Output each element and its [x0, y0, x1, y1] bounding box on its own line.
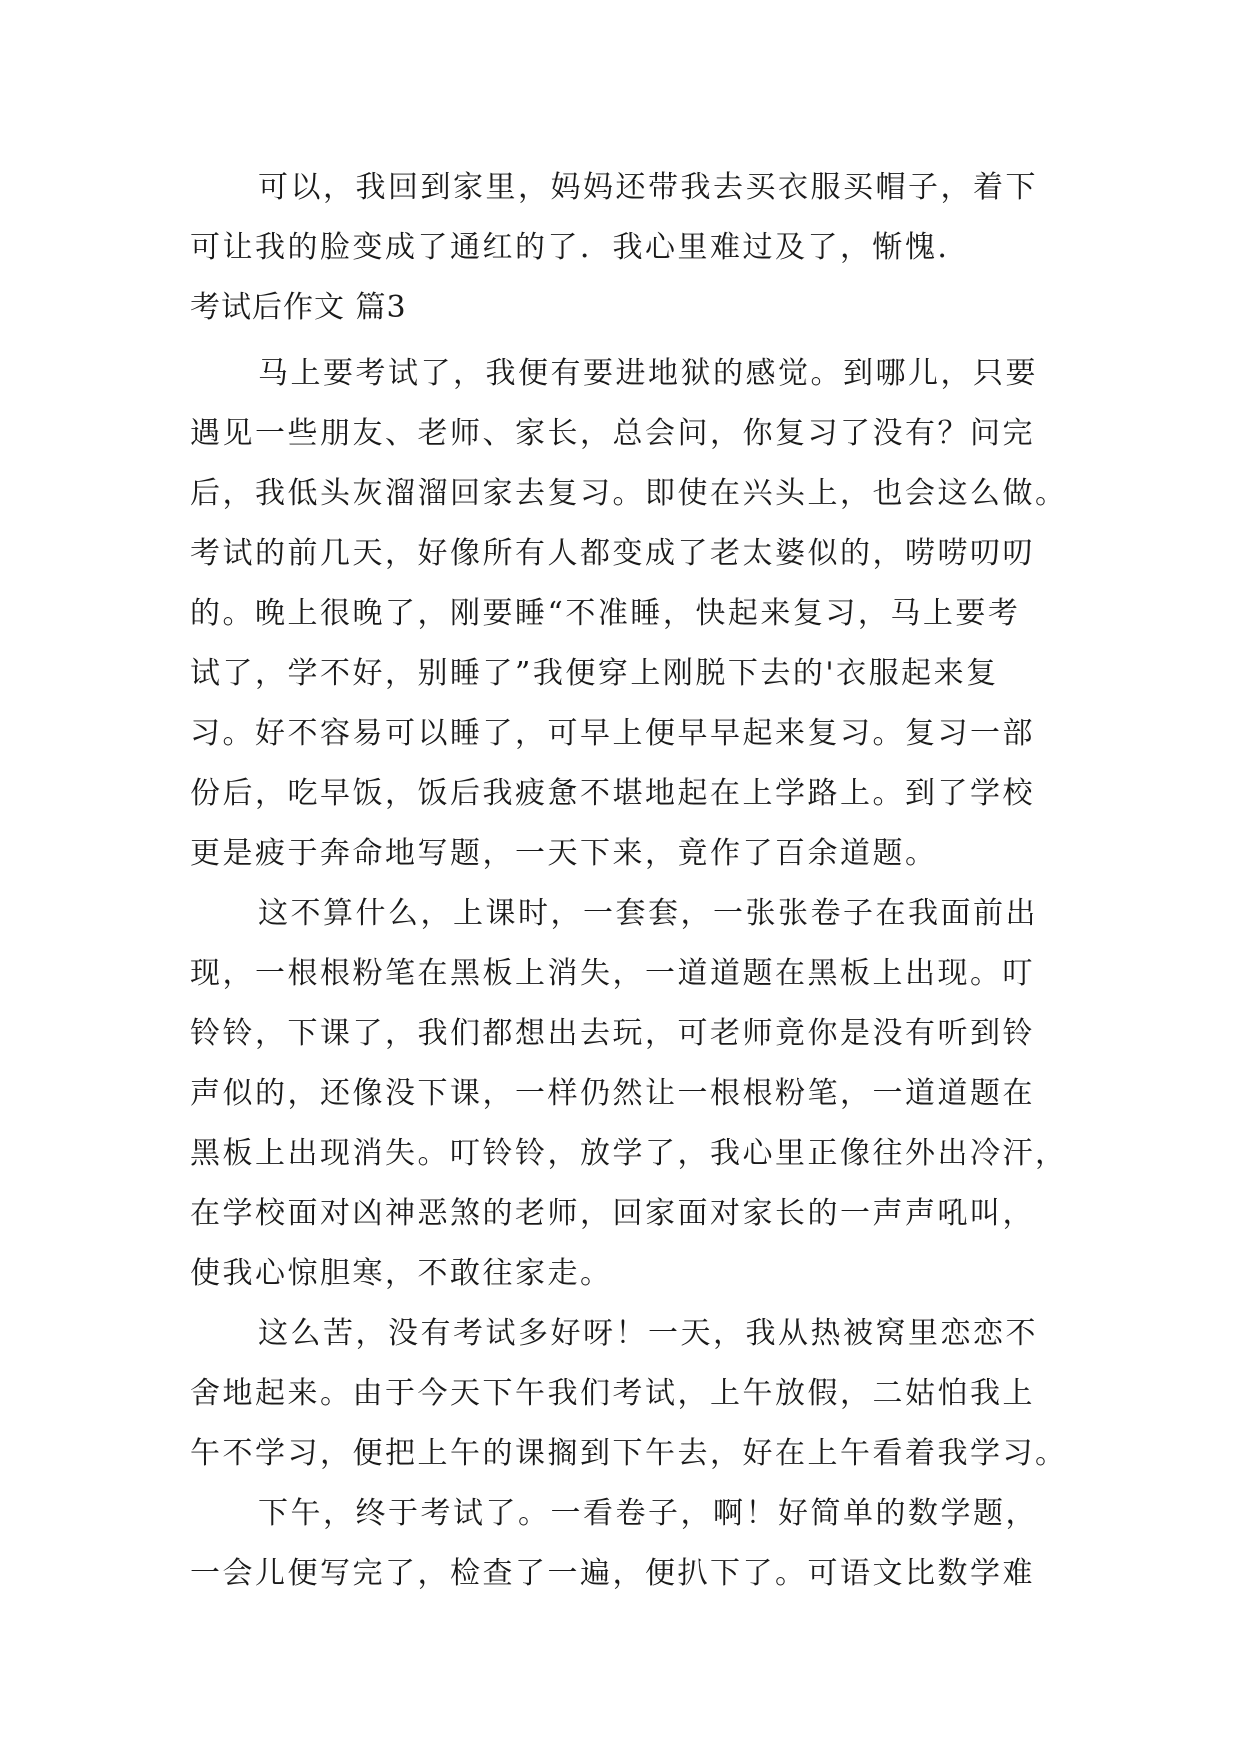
text-line: 一会儿便写完了，检查了一遍，便扒下了。可语文比数学难: [190, 1556, 1035, 1591]
text-line: 在学校面对凶神恶煞的老师，回家面对家长的一声声吼叫，: [190, 1196, 1035, 1231]
text-line: 的。晚上很晚了，刚要睡“不准睡，快起来复习，马上要考: [190, 596, 1021, 631]
text-line: 份后，吃早饭，饭后我疲惫不堪地起在上学路上。到了学校: [190, 776, 1035, 811]
intro-paragraph: [190, 158, 1052, 278]
text-line: 后，我低头灰溜溜回家去复习。即使在兴头上，也会这么做。: [190, 476, 1068, 511]
text-line: 更是疲于奔命地写题，一天下来，竟作了百余道题。: [190, 836, 938, 871]
document-body: [190, 158, 1068, 1604]
text-line: 午不学习，便把上午的课搁到下午去，好在上午看着我学习。: [190, 1436, 1068, 1471]
paragraph-1: [190, 344, 1068, 884]
text-line: 下午，终于考试了。一看卷子，啊！好简单的数学题，: [258, 1496, 1038, 1531]
text-line: 习。好不容易可以睡了，可早上便早早起来复习。复习一部: [190, 716, 1035, 751]
text-line: 考试的前几天，好像所有人都变成了老太婆似的，唠唠叨叨: [190, 536, 1035, 571]
text-line: 使我心惊胆寒，不敢往家走。: [190, 1256, 613, 1291]
text-line: 可以，我回到家里，妈妈还带我去买衣服买帽子，着下: [258, 170, 1038, 205]
text-line: 试了，学不好，别睡了”我便穿上刚脱下去的'衣服起来复: [190, 656, 999, 691]
text-line: 这么苦，没有考试多好呀！一天，我从热被窝里恋恋不: [258, 1316, 1038, 1351]
text-line: 这不算什么，上课时，一套套，一张张卷子在我面前出: [258, 896, 1038, 931]
text-line: 现，一根根粉笔在黑板上消失，一道道题在黑板上出现。叮: [190, 956, 1035, 991]
text-line: 黑板上出现消失。叮铃铃，放学了，我心里正像往外出冷汗，: [190, 1136, 1068, 1171]
paragraph-3: [190, 1304, 1068, 1484]
text-line: 声似的，还像没下课，一样仍然让一根根粉笔，一道道题在: [190, 1076, 1035, 1111]
text-line: 遇见一些朋友、老师、家长，总会问，你复习了没有？问完: [190, 416, 1035, 451]
section-heading: 考试后作文 篇3: [190, 290, 407, 325]
text-line: 舍地起来。由于今天下午我们考试，上午放假，二姑怕我上: [190, 1376, 1035, 1411]
text-line: 马上要考试了，我便有要进地狱的感觉。到哪儿，只要: [258, 356, 1038, 391]
paragraph-4: [190, 1484, 1052, 1604]
text-line: 铃铃，下课了，我们都想出去玩，可老师竟你是没有听到铃: [190, 1016, 1035, 1051]
text-line: 可让我的脸变成了通红的了．我心里难过及了，惭愧．: [190, 230, 970, 265]
paragraph-2: [190, 884, 1068, 1304]
